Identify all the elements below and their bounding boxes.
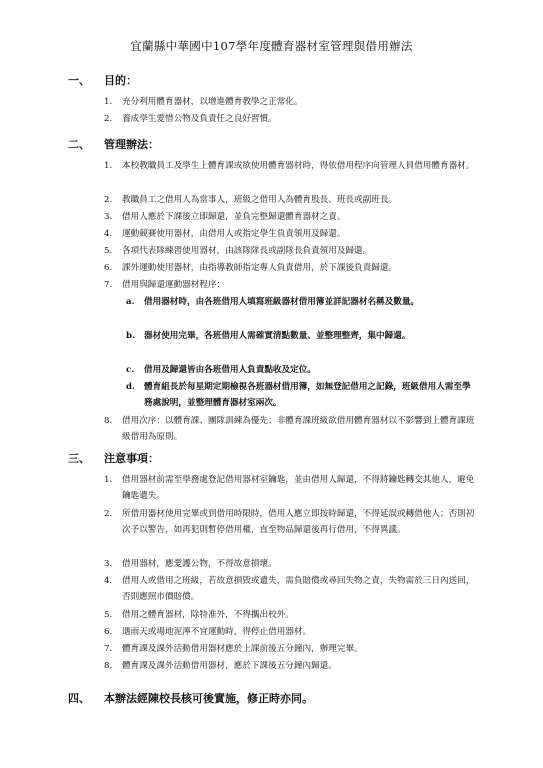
sub-item-letter: c. (126, 365, 135, 375)
item-text: 借用與歸還運動器材程序： (122, 280, 226, 290)
item-number: 5. (104, 246, 113, 256)
item-number: 6. (104, 627, 113, 637)
sub-item-letter: b. (126, 331, 136, 341)
item-number: 1. (104, 97, 113, 107)
item-text: 各項代表隊練習使用器材，由該隊隊長或副隊長負責領用及歸還。 (122, 246, 372, 256)
item-text: 體育課及課外活動借用器材應於上課前後五分鐘內，辦理完畢。 (122, 644, 363, 654)
item-text: 所借用器材使用完畢或到借用時限時，借用人應立即按時歸還，不得延誤或轉借他人；否則初次予以警告，如再犯則暫停借用權，直至物品歸還後再行借用，不得異議。 (122, 509, 475, 535)
list-item (104, 209, 476, 225)
list-item (104, 624, 476, 640)
section-heading (68, 72, 137, 88)
item-text: 借用之體育器材，除特准外，不得攜出校外。 (122, 610, 294, 620)
item-text: 本校教職員工及學生上體育課或欲使用體育器材時，得依借用程序向管理人員借用體育器材。 (122, 161, 475, 171)
item-text: 借用器材前需至學務處登記借用器材室鑰匙，並由借用人歸還，不得將鑰匙轉交其他人，避免鑰匙遺失。 (122, 475, 475, 501)
item-number: 6. (104, 263, 113, 273)
list-item (104, 607, 476, 623)
item-number: 5. (104, 610, 113, 620)
list-item (104, 556, 476, 572)
list-item (104, 226, 476, 242)
sub-item (126, 379, 474, 411)
item-text: 借用器材，應愛護公物，不得故意損壞。 (122, 559, 277, 569)
list-item (104, 111, 476, 127)
list-item (104, 506, 476, 538)
sub-item (126, 328, 474, 344)
list-item (104, 641, 476, 657)
list-item (104, 158, 476, 174)
list-item (104, 472, 476, 504)
section-number: 一、 (68, 74, 90, 87)
item-number: 2. (104, 114, 113, 124)
section-number: 四、 (68, 692, 90, 705)
item-text: 借用人或借用之班級，若故意損毀或遺失，需負賠償或尋回失物之責，失物需於三日內送回，否則應照市價賠償。 (122, 576, 475, 602)
section-title: 注意事項： (104, 452, 159, 465)
list-item (104, 658, 476, 674)
list-item (104, 573, 476, 605)
list-item (104, 413, 476, 445)
item-text: 課外運動使用器材，由指導教師指定專人負責借用，於下課後負責歸還。 (122, 263, 398, 273)
item-number: 8. (104, 416, 113, 426)
item-text: 養成學生愛惜公物及負責任之良好習慣。 (122, 114, 277, 124)
item-text: 充分利用體育器材，以增進體育教學之正常化。 (122, 97, 303, 107)
list-item (104, 192, 476, 208)
sub-item-letter: a. (126, 297, 135, 307)
item-text: 借用人應於下課後立即歸還，並負完整歸還體育器材之責。 (122, 212, 346, 222)
section-heading (68, 450, 159, 466)
item-number: 2. (104, 195, 113, 205)
item-number: 4. (104, 576, 113, 586)
item-text: 教職員工之借用人為當事人，班級之借用人為體育股長、班長或副班長。 (122, 195, 398, 205)
section-number: 三、 (68, 452, 90, 465)
item-number: 3. (104, 559, 113, 569)
document-title: 宜蘭縣中華國中107學年度體育器材室管理與借用辦法 (130, 39, 413, 53)
item-number: 3. (104, 212, 113, 222)
item-text: 體育課及課外活動借用器材，應於下課後五分鐘內歸還。 (122, 661, 337, 671)
sub-item-text: 體育組長於每星期定期檢視各班器材借用簿，如無登記借用之記錄，班級借用人需至學務處說明，並整理體育器材室兩次。 (144, 382, 471, 408)
list-item (104, 260, 476, 276)
sub-item (126, 294, 474, 310)
item-text: 借用次序：以體育課、團隊訓練為優先；非體育課班級欲借用體育器材以不影響到上體育課班級借用為原則。 (122, 416, 475, 442)
item-number: 7. (104, 644, 113, 654)
sub-item-letter: d. (126, 382, 136, 392)
item-number: 4. (104, 229, 113, 239)
sub-item-text: 器材使用完畢，各班借用人需確實清點數量、並整理整齊，集中歸還。 (144, 331, 411, 341)
list-item (104, 277, 476, 293)
sub-item-text: 借用器材時，由各班借用人填寫班級器材借用簿並詳記器材名稱及數量。 (144, 297, 420, 307)
section-heading (68, 690, 313, 706)
item-number: 8. (104, 661, 113, 671)
item-text: 運動競賽使用器材，由借用人或指定學生負責領用及歸還。 (122, 229, 346, 239)
sub-item-text: 借用及歸還皆由各班借用人負責點收及定位。 (144, 365, 316, 375)
section-heading (68, 136, 159, 152)
item-number: 1. (104, 161, 113, 171)
sub-item (126, 362, 474, 378)
section-title: 管理辦法： (104, 138, 159, 151)
item-text: 遇雨天或場地泥濘不宜運動時，得停止借用器材。 (122, 627, 312, 637)
item-number: 7. (104, 280, 113, 290)
section-title: 本辦法經陳校長核可後實施，修正時亦同。 (104, 692, 313, 705)
list-item (104, 94, 476, 110)
section-title: 目的： (104, 74, 137, 87)
section-number: 二、 (68, 138, 90, 151)
item-number: 1. (104, 475, 113, 485)
list-item (104, 243, 476, 259)
item-number: 2. (104, 509, 113, 519)
